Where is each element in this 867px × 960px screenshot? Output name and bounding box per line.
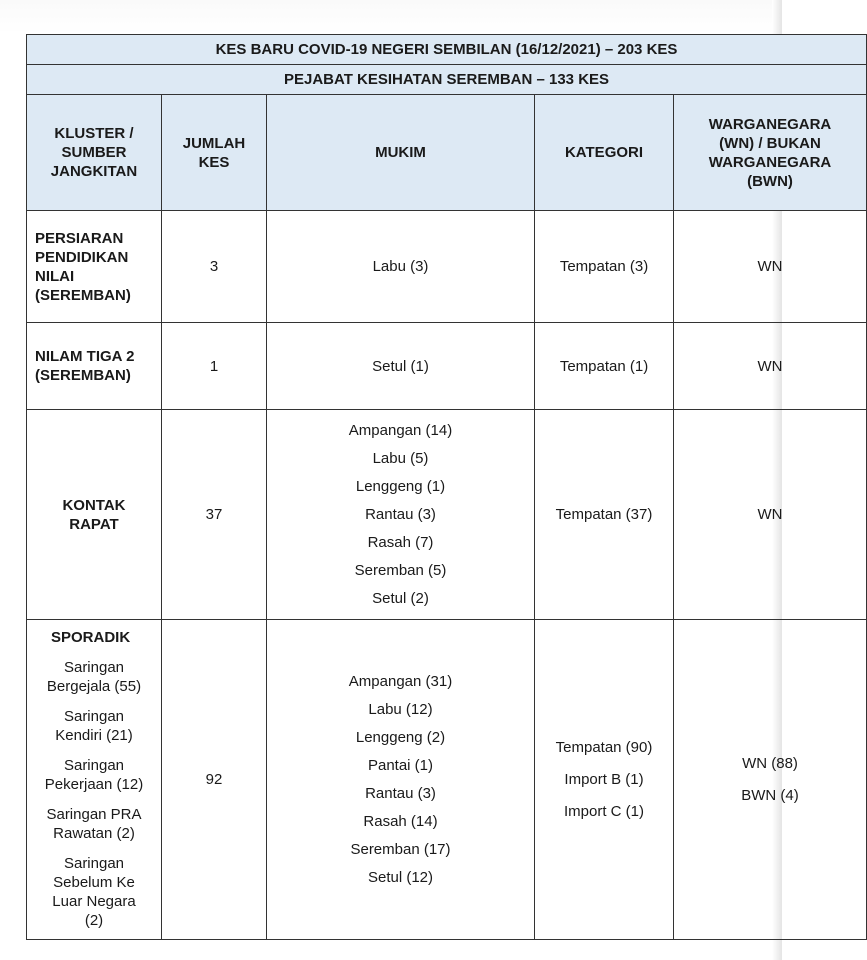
mukim-item: Ampangan (14) (348, 421, 453, 439)
category-item: Tempatan (90) (555, 738, 653, 756)
count-cell: 1 (162, 323, 267, 410)
citizen-item: BWN (4) (741, 786, 799, 804)
mukim-item: Rantau (3) (365, 784, 436, 802)
count-cell: 37 (162, 410, 267, 620)
mukim-item: Rantau (3) (365, 505, 436, 523)
table-row (27, 211, 867, 323)
sporadic-subitem: Saringan Kendiri (21) (55, 708, 133, 744)
header-cluster: KLUSTER / SUMBER JANGKITAN (27, 95, 162, 211)
cluster-cell: NILAM TIGA 2 (SEREMBAN) (27, 323, 162, 410)
header-mukim: MUKIM (267, 95, 535, 211)
category-cell (535, 323, 674, 410)
sporadic-subitem: Saringan Sebelum Ke Luar Negara (2) (52, 855, 136, 929)
citizen-item: WN (757, 506, 783, 523)
sporadic-subitem: Saringan Bergejala (55) (46, 659, 142, 695)
mukim-item: Labu (12) (368, 700, 433, 718)
category-item: Tempatan (37) (555, 506, 653, 523)
mukim-item: Pantai (1) (367, 756, 434, 774)
table-title: KES BARU COVID-19 NEGERI SEMBILAN (16/12/2021) – 203 KES (27, 35, 867, 65)
header-citizen: WARGANEGARA (WN) / BUKAN WARGANEGARA (BWN) (674, 95, 867, 211)
cluster-cell (27, 620, 162, 940)
citizen-cell (674, 211, 867, 323)
mukim-item: Rasah (7) (367, 533, 434, 551)
mukim-item: Rasah (14) (363, 812, 438, 830)
mukim-item: Labu (3) (372, 257, 429, 275)
mukim-cell (267, 323, 535, 410)
cluster-cell: KONTAK RAPAT (27, 410, 162, 620)
mukim-item: Seremban (5) (354, 561, 447, 579)
header-category: KATEGORI (535, 95, 674, 211)
mukim-cell (267, 211, 535, 323)
header-row (27, 95, 867, 211)
count-cell: 3 (162, 211, 267, 323)
mukim-cell (267, 620, 535, 940)
mukim-item: Lenggeng (2) (355, 728, 446, 746)
mukim-item: Setul (1) (372, 357, 429, 375)
mukim-item: Setul (12) (367, 868, 434, 886)
category-cell (535, 410, 674, 620)
mukim-item: Labu (5) (372, 449, 429, 467)
table-row (27, 323, 867, 410)
citizen-cell (674, 323, 867, 410)
table-row (27, 620, 867, 940)
category-cell (535, 211, 674, 323)
citizen-cell (674, 620, 867, 940)
table-row (27, 410, 867, 620)
mukim-item: Setul (2) (372, 589, 429, 607)
category-item: Tempatan (3) (559, 258, 649, 275)
sporadic-subitem: Saringan Pekerjaan (12) (44, 757, 144, 793)
covid-cases-table (26, 34, 867, 940)
mukim-item: Seremban (17) (350, 840, 451, 858)
header-count: JUMLAH KES (162, 95, 267, 211)
mukim-item: Ampangan (31) (348, 672, 453, 690)
sporadic-heading: SPORADIK (51, 629, 131, 646)
category-cell (535, 620, 674, 940)
sporadic-subitem: Saringan PRA Rawatan (2) (46, 806, 142, 842)
category-item: Tempatan (1) (559, 357, 649, 375)
citizen-item: WN (757, 357, 783, 375)
citizen-item: WN (88) (742, 754, 798, 772)
top-margin (0, 0, 782, 34)
cluster-cell: PERSIARAN PENDIDIKAN NILAI (SEREMBAN) (27, 211, 162, 323)
category-item: Import B (1) (564, 770, 644, 788)
mukim-item: Lenggeng (1) (355, 477, 446, 495)
table-subtitle: PEJABAT KESIHATAN SEREMBAN – 133 KES (27, 65, 867, 95)
mukim-cell (267, 410, 535, 620)
category-item: Import C (1) (563, 802, 644, 820)
citizen-item: WN (757, 258, 783, 275)
citizen-cell (674, 410, 867, 620)
count-cell: 92 (162, 620, 267, 940)
